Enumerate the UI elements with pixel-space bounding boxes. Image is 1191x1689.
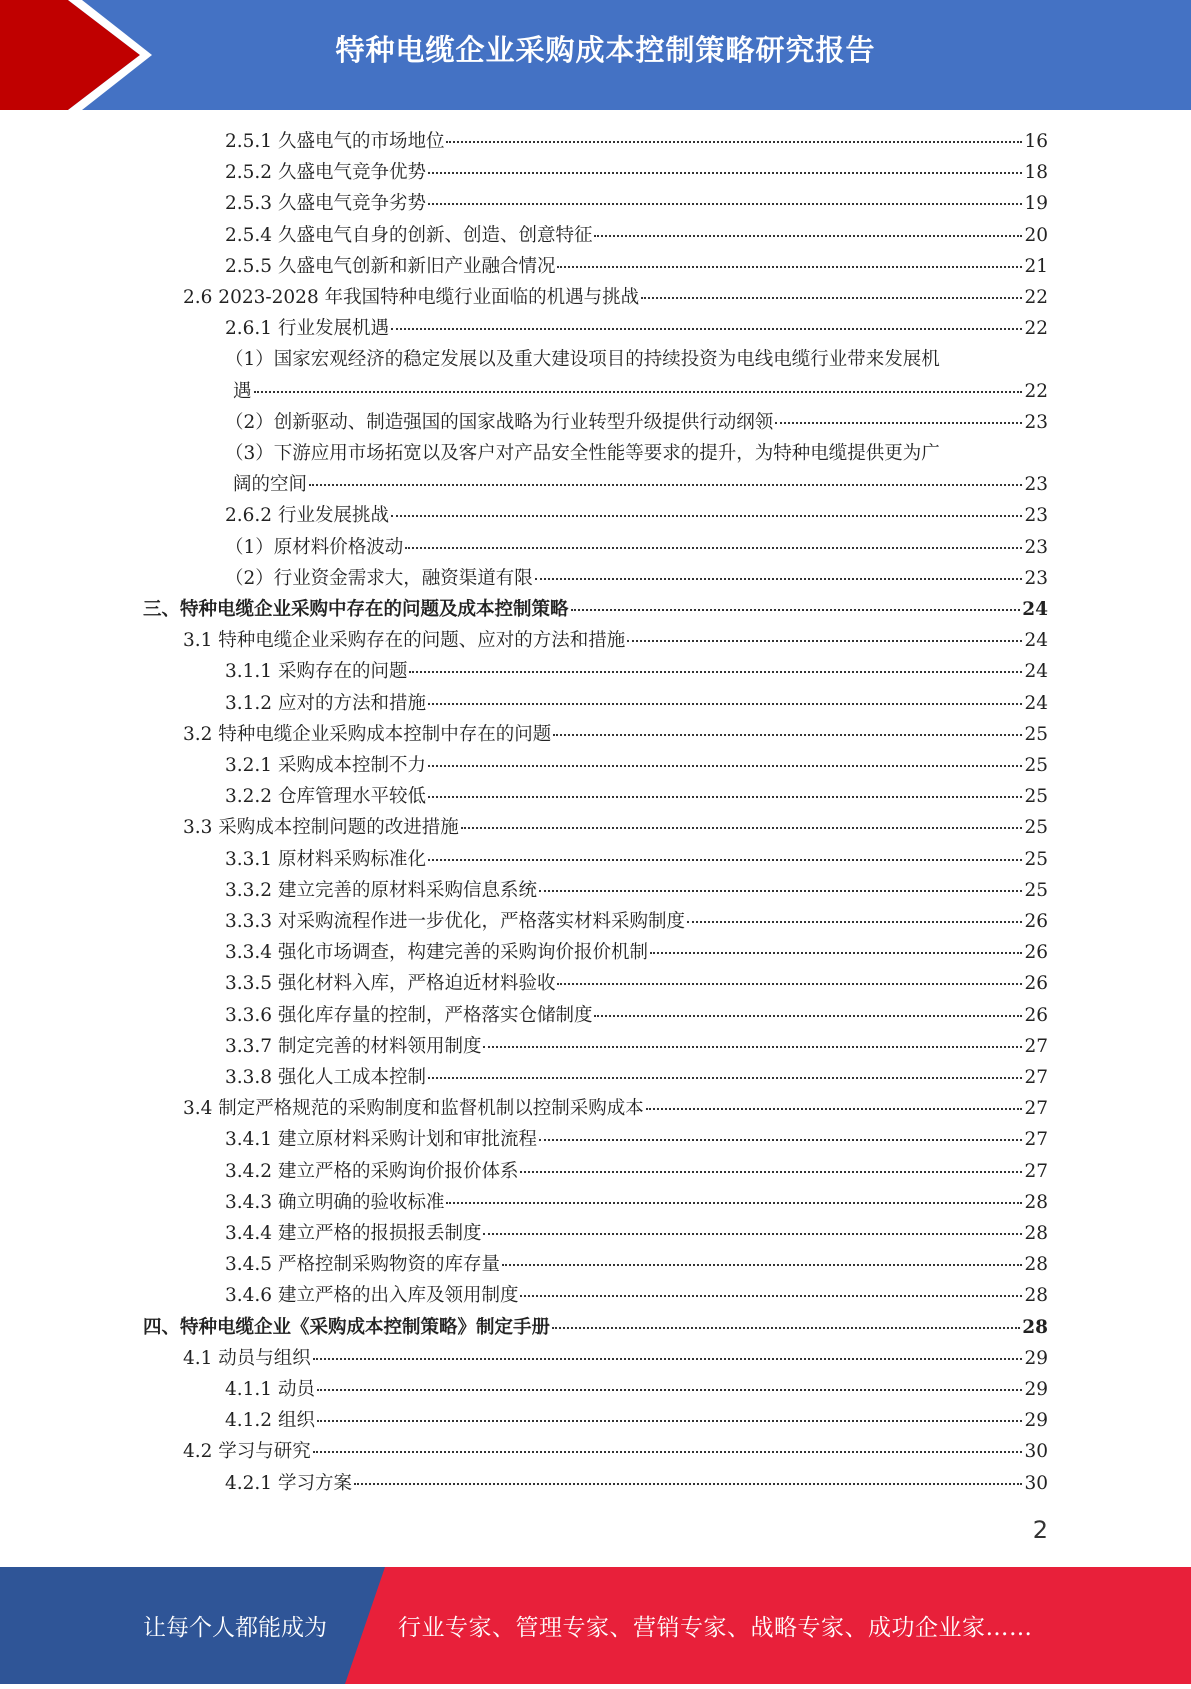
toc-entry-page: 23 [1024, 567, 1048, 589]
toc-entry[interactable] [183, 813, 1048, 844]
toc-entry-page: 29 [1024, 1347, 1048, 1369]
toc-dot-leader [775, 422, 1022, 424]
toc-entry-title: 2.5.2 久盛电气竞争优势 [225, 162, 426, 184]
toc-entry[interactable] [225, 1125, 1048, 1156]
toc-dot-leader [552, 1327, 1020, 1329]
toc-dot-leader [446, 141, 1022, 143]
toc-dot-leader [553, 734, 1022, 736]
toc-entry-page: 23 [1024, 505, 1048, 527]
toc-entry[interactable] [143, 1313, 1048, 1344]
toc-dot-leader [317, 1389, 1023, 1391]
toc-entry-page: 24 [1024, 630, 1048, 652]
toc-entry[interactable] [225, 751, 1048, 782]
toc-dot-leader [594, 235, 1022, 237]
toc-entry[interactable] [183, 1437, 1048, 1468]
toc-entry[interactable] [183, 283, 1048, 314]
toc-dot-leader [687, 921, 1022, 923]
toc-entry[interactable] [225, 1469, 1048, 1500]
toc-dot-leader [428, 172, 1022, 174]
toc-entry[interactable] [225, 1375, 1048, 1406]
toc-dot-leader [405, 547, 1022, 549]
toc-entry-title: 4.1.1 动员 [225, 1379, 315, 1400]
toc-entry-title: 三、特种电缆企业采购中存在的问题及成本控制策略 [143, 599, 569, 620]
toc-entry-page: 25 [1024, 723, 1048, 745]
toc-entry-page: 21 [1024, 255, 1048, 277]
footer-slogan-right: 行业专家、管理专家、营销专家、战略专家、成功企业家…… [398, 1615, 1033, 1641]
toc-entry-page: 30 [1024, 1472, 1048, 1494]
toc-entry-title: 3.3.2 建立完善的原材料采购信息系统 [225, 879, 537, 901]
footer-banner [0, 1567, 1191, 1684]
toc-entry[interactable] [225, 439, 1048, 470]
toc-entry-title: 四、特种电缆企业《采购成本控制策略》制定手册 [143, 1316, 551, 1338]
toc-entry[interactable] [225, 252, 1048, 283]
toc-entry-title: 3.4 制定严格规范的采购制度和监督机制以控制采购成本 [183, 1098, 644, 1120]
toc-entry[interactable] [225, 1281, 1048, 1312]
toc-entry-page: 22 [1024, 287, 1048, 308]
toc-entry-page: 27 [1024, 1129, 1048, 1151]
toc-dot-leader [650, 952, 1022, 954]
toc-entry-title: 4.1.2 组织 [225, 1410, 315, 1432]
toc-entry-title: 3.3.7 制定完善的材料领用制度 [225, 1035, 482, 1057]
toc-entry-page: 24 [1024, 661, 1048, 683]
toc-entry-title: 3.1 特种电缆企业采购存在的问题、应对的方法和措施 [183, 630, 626, 652]
toc-entry-title: 2.5.5 久盛电气创新和新旧产业融合情况 [225, 255, 556, 277]
toc-entry-title: （2）行业资金需求大，融资渠道有限 [225, 567, 533, 589]
toc-dot-leader [539, 890, 1022, 892]
toc-dot-leader [313, 1451, 1023, 1453]
toc-entry-title: 2.6.2 行业发展挑战 [225, 505, 389, 527]
toc-entry-page: 23 [1024, 411, 1048, 433]
toc-entry-page: 18 [1024, 162, 1048, 184]
toc-entry-title: 3.3.5 强化材料入库，严格迫近材料验收 [225, 973, 556, 995]
toc-entry-title: 2.6.1 行业发展机遇 [225, 318, 389, 340]
toc-dot-leader [409, 671, 1022, 673]
toc-dot-leader [641, 297, 1022, 299]
toc-dot-leader [354, 1483, 1023, 1485]
toc-dot-leader [483, 1233, 1022, 1235]
toc-entry-page: 30 [1024, 1441, 1048, 1463]
toc-entry-title: 3.3.4 强化市场调查，构建完善的采购询价报价机制 [225, 942, 648, 964]
document-title: 特种电缆企业采购成本控制策略研究报告 [335, 33, 876, 67]
toc-entry-page: 27 [1024, 1160, 1048, 1182]
toc-entry-page: 26 [1024, 973, 1048, 995]
toc-dot-leader [428, 1077, 1022, 1079]
toc-entry[interactable] [183, 720, 1048, 751]
toc-entry[interactable] [225, 1001, 1048, 1032]
toc-entry-page: 29 [1024, 1410, 1048, 1432]
toc-entry-page: 25 [1024, 879, 1048, 901]
toc-entry[interactable] [225, 564, 1048, 595]
toc-dot-leader [446, 1202, 1022, 1204]
toc-entry[interactable] [225, 938, 1048, 969]
toc-entry-page: 26 [1024, 942, 1048, 964]
toc-entry-page: 19 [1024, 193, 1048, 215]
toc-entry-title: 3.3.1 原材料采购标准化 [225, 848, 426, 870]
toc-entry-title: （3）下游应用市场拓宽以及客户对产品安全性能等要求的提升，为特种电缆提供更为广 [225, 443, 940, 464]
toc-entry-title: 3.3.6 强化库存量的控制，严格落实仓储制度 [225, 1004, 593, 1026]
toc-entry-page: 29 [1024, 1379, 1048, 1400]
toc-entry-page: 28 [1024, 1254, 1048, 1276]
toc-entry[interactable] [225, 1032, 1048, 1063]
toc-entry-page: 28 [1024, 1285, 1048, 1307]
toc-dot-leader [557, 983, 1022, 985]
toc-entry[interactable] [225, 533, 1048, 564]
toc-dot-leader [571, 609, 1021, 611]
toc-entry[interactable] [225, 689, 1048, 720]
toc-dot-leader [535, 578, 1023, 580]
toc-dot-leader [557, 266, 1022, 268]
toc-entry-title: 3.3 采购成本控制问题的改进措施 [183, 817, 459, 839]
toc-entry[interactable] [225, 1157, 1048, 1188]
toc-entry-title: 4.2.1 学习方案 [225, 1472, 352, 1494]
toc-dot-leader [309, 484, 1022, 486]
toc-entry[interactable] [225, 1063, 1048, 1094]
toc-entry[interactable] [225, 907, 1048, 938]
toc-entry-title: 3.4.3 确立明确的验收标准 [225, 1191, 445, 1213]
toc-entry-title: 4.2 学习与研究 [183, 1441, 311, 1463]
toc-entry[interactable] [225, 158, 1048, 189]
toc-entry-title: 3.2.2 仓库管理水平较低 [225, 786, 426, 808]
toc-entry[interactable] [143, 595, 1048, 626]
toc-entry[interactable] [225, 314, 1048, 345]
toc-entry[interactable] [225, 876, 1048, 907]
toc-entry-title: 3.4.2 建立严格的采购询价报价体系 [225, 1160, 519, 1182]
toc-dot-leader [428, 859, 1022, 861]
toc-dot-leader [520, 1295, 1022, 1297]
toc-entry-page: 28 [1024, 1191, 1048, 1213]
toc-entry[interactable] [225, 501, 1048, 532]
toc-entry[interactable] [233, 377, 1048, 408]
toc-entry-title: 3.4.4 建立严格的报损报丢制度 [225, 1223, 482, 1244]
page-number: 2 [1032, 1516, 1048, 1544]
toc-entry-title: （2）创新驱动、制造强国的国家战略为行业转型升级提供行动纲领 [225, 411, 774, 433]
toc-entry[interactable] [225, 1406, 1048, 1437]
toc-entry-page: 23 [1024, 536, 1048, 558]
toc-dot-leader [539, 1139, 1022, 1141]
toc-dot-leader [428, 203, 1022, 205]
toc-entry-title: 3.1.1 采购存在的问题 [225, 661, 408, 683]
toc-entry-title: 3.2 特种电缆企业采购成本控制中存在的问题 [183, 723, 552, 745]
toc-entry-title: 2.5.1 久盛电气的市场地位 [225, 131, 445, 152]
toc-entry[interactable] [225, 1219, 1048, 1250]
toc-entry-page: 25 [1024, 817, 1048, 839]
toc-entry[interactable] [225, 657, 1048, 688]
toc-entry[interactable] [225, 969, 1048, 1000]
toc-entry-title: 3.2.1 采购成本控制不力 [225, 755, 426, 776]
toc-entry-title: 遇 [233, 380, 252, 402]
toc-dot-leader [254, 391, 1023, 393]
toc-dot-leader [317, 1420, 1023, 1422]
toc-entry-page: 24 [1022, 599, 1048, 620]
toc-entry-title: 3.4.6 建立严格的出入库及领用制度 [225, 1285, 519, 1307]
toc-dot-leader [627, 640, 1022, 642]
header-banner [0, 0, 1191, 110]
toc-dot-leader [594, 1015, 1022, 1017]
toc-dot-leader [646, 1108, 1023, 1110]
toc-entry-title: 2.5.4 久盛电气自身的创新、创造、创意特征 [225, 224, 593, 246]
toc-entry[interactable] [225, 845, 1048, 876]
toc-entry-page: 24 [1024, 692, 1048, 714]
toc-entry[interactable] [225, 1250, 1048, 1281]
toc-entry-title: 2.6 2023-2028 年我国特种电缆行业面临的机遇与挑战 [183, 287, 640, 308]
toc-entry-page: 22 [1024, 318, 1048, 340]
toc-entry[interactable] [183, 1094, 1048, 1125]
toc-dot-leader [428, 796, 1022, 798]
toc-entry-title: （1）原材料价格波动 [225, 536, 404, 558]
toc-entry-page: 22 [1024, 380, 1048, 402]
toc-entry-title: 2.5.3 久盛电气竞争劣势 [225, 193, 426, 215]
toc-entry-title: 阔的空间 [233, 474, 308, 496]
toc-entry-title: 3.1.2 应对的方法和措施 [225, 692, 426, 714]
toc-entry-page: 27 [1024, 1035, 1048, 1057]
toc-entry-page: 25 [1024, 755, 1048, 776]
toc-entry-page: 27 [1024, 1067, 1048, 1088]
toc-dot-leader [428, 703, 1022, 705]
toc-entry-page: 26 [1024, 1004, 1048, 1026]
toc-entry-page: 16 [1024, 131, 1048, 152]
toc-dot-leader [313, 1358, 1023, 1360]
toc-entry-title: （1）国家宏观经济的稳定发展以及重大建设项目的持续投资为电线电缆行业带来发展机 [225, 349, 940, 371]
toc-entry-title: 3.4.5 严格控制采购物资的库存量 [225, 1254, 500, 1276]
toc-entry-title: 3.3.3 对采购流程作进一步优化，严格落实材料采购制度 [225, 911, 685, 932]
footer-slogan-left: 让每个人都能成为 [143, 1615, 327, 1641]
toc-entry[interactable] [225, 782, 1048, 813]
toc-entry[interactable] [225, 127, 1048, 158]
toc-entry[interactable] [225, 189, 1048, 220]
toc-entry-title: 3.4.1 建立原材料采购计划和审批流程 [225, 1129, 537, 1151]
toc-entry[interactable] [183, 1344, 1048, 1375]
toc-entry-page: 26 [1024, 911, 1048, 932]
toc-entry-page: 20 [1024, 224, 1048, 246]
toc-entry-page: 25 [1024, 786, 1048, 808]
toc-entry-page: 23 [1024, 474, 1048, 496]
toc-dot-leader [483, 1046, 1022, 1048]
toc-entry[interactable] [233, 470, 1048, 501]
toc-entry-page: 28 [1024, 1223, 1048, 1244]
toc-entry-title: 4.1 动员与组织 [183, 1347, 311, 1369]
toc-entry-page: 27 [1024, 1098, 1048, 1120]
toc-dot-leader [502, 1264, 1022, 1266]
toc-entry[interactable] [183, 626, 1048, 657]
toc-dot-leader [391, 328, 1022, 330]
toc-dot-leader [461, 827, 1023, 829]
toc-entry-page: 25 [1024, 848, 1048, 870]
toc-dot-leader [520, 1171, 1022, 1173]
toc-entry-title: 3.3.8 强化人工成本控制 [225, 1067, 426, 1088]
toc-entry[interactable] [225, 408, 1048, 439]
toc-entry[interactable] [225, 345, 1048, 376]
toc-entry-page: 28 [1022, 1316, 1048, 1338]
toc-entry[interactable] [225, 1188, 1048, 1219]
toc-entry[interactable] [225, 221, 1048, 252]
toc-dot-leader [391, 515, 1022, 517]
toc-dot-leader [428, 765, 1022, 767]
